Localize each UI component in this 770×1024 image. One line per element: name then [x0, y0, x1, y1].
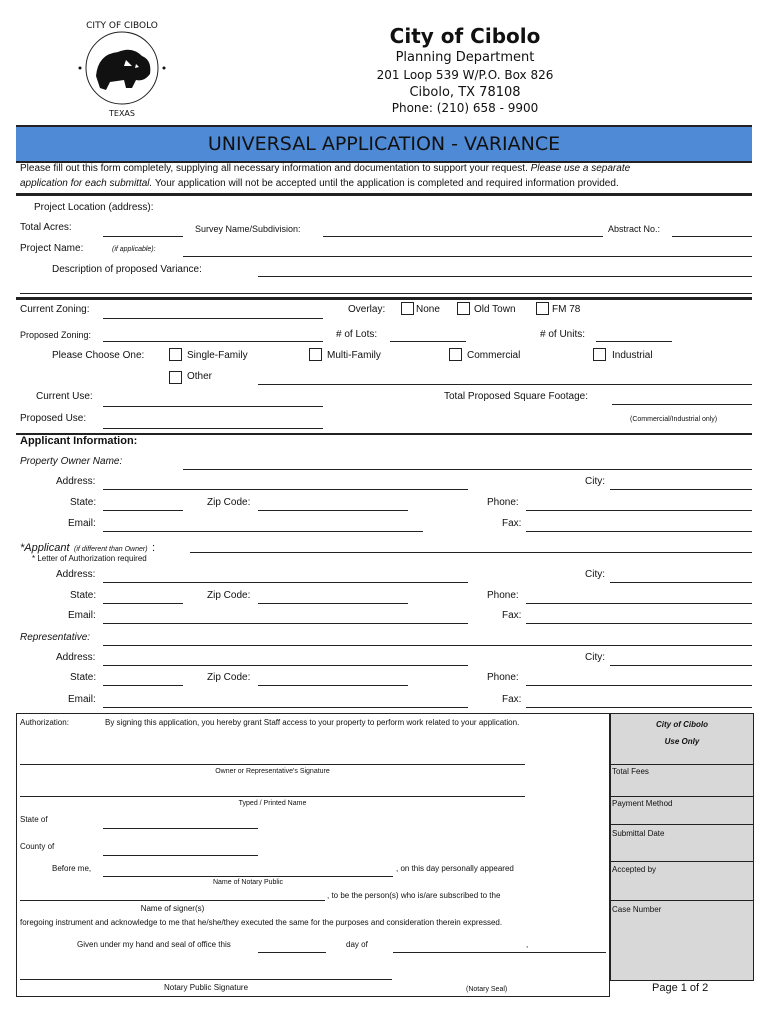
total-acres-label: Total Acres:: [20, 222, 72, 233]
rep-state-field[interactable]: [103, 685, 183, 686]
owner-fax-field[interactable]: [526, 531, 752, 532]
industrial-checkbox[interactable]: [593, 348, 606, 361]
given-under-text: Given under my hand and seal of office this: [77, 940, 231, 949]
applicant-email-label: Email:: [68, 610, 96, 621]
owner-city-label: City:: [585, 476, 605, 487]
applicant-note: (if different than Owner): [74, 546, 148, 553]
total-sqft-field[interactable]: [612, 404, 752, 405]
industrial-label: Industrial: [612, 350, 653, 361]
total-acres-field[interactable]: [103, 236, 183, 237]
owner-phone-field[interactable]: [526, 510, 752, 511]
submittal-date-label: Submittal Date: [612, 829, 665, 838]
before-me-label: Before me,: [52, 864, 92, 873]
owner-zip-field[interactable]: [258, 510, 408, 511]
owner-address-field[interactable]: [103, 489, 468, 490]
seal-text-bottom: TEXAS: [109, 109, 135, 118]
description-field-1[interactable]: [258, 276, 752, 277]
title-banner: [16, 125, 752, 163]
page-number: Page 1 of 2: [652, 982, 709, 994]
applicant-zip-label: Zip Code:: [207, 590, 251, 601]
authorization-label: Authorization:: [20, 718, 69, 727]
county-of-label: County of: [20, 842, 55, 851]
single-family-label: Single-Family: [187, 350, 248, 361]
applicant-label: *Applicant: [20, 542, 70, 554]
payment-method-label: Payment Method: [612, 799, 673, 808]
rep-phone-label: Phone:: [487, 672, 519, 683]
notary-name-caption: Name of Notary Public: [212, 879, 284, 886]
units-label: # of Units:: [540, 329, 586, 340]
commercial-label: Commercial: [467, 350, 521, 361]
typed-name-field[interactable]: [20, 796, 525, 797]
instructions-l1: Please fill out this form completely, supplying all necessary information and documentation to support your request.: [20, 163, 531, 174]
seal-text-top: CITY OF CIBOLO: [86, 21, 158, 31]
instructions-2: [20, 178, 619, 189]
instructions-l2-italic: application for each submittal.: [20, 178, 153, 189]
overlay-none-label: None: [416, 304, 440, 315]
applicant-state-field[interactable]: [103, 603, 183, 604]
divider: [16, 297, 752, 300]
rep-zip-field[interactable]: [258, 685, 408, 686]
office-divider: [610, 764, 753, 765]
project-name-field[interactable]: [183, 256, 752, 257]
other-field[interactable]: [258, 384, 752, 385]
overlay-oldtown-checkbox[interactable]: [457, 302, 470, 315]
signer-name-field[interactable]: [20, 900, 325, 901]
other-label: Other: [187, 371, 213, 382]
rep-fax-field[interactable]: [526, 707, 752, 708]
owner-state-label: State:: [70, 497, 97, 508]
proposed-use-field[interactable]: [103, 428, 323, 429]
foregoing-text: foregoing instrument and acknowledge to me that he/she/they executed the same for the purposes and consideration therein expressed.: [20, 918, 503, 927]
abstract-field[interactable]: [672, 236, 752, 237]
on-this-day-text: , on this day personally appeared: [396, 864, 514, 873]
current-zoning-label: Current Zoning:: [20, 304, 90, 315]
department: Planning Department: [395, 50, 535, 65]
typed-name-caption: Typed / Printed Name: [238, 800, 307, 807]
project-location-label: Project Location (address):: [34, 202, 154, 213]
rep-phone-field[interactable]: [526, 685, 752, 686]
choose-label: Please Choose One:: [52, 350, 145, 361]
office-divider: [610, 796, 753, 797]
notary-name-field[interactable]: [103, 876, 393, 877]
description-field-2[interactable]: [20, 293, 752, 294]
applicant-phone-label: Phone:: [487, 590, 519, 601]
applicant-city-label: City:: [585, 569, 605, 580]
rep-address-field[interactable]: [103, 665, 468, 666]
multi-family-label: Multi-Family: [327, 350, 381, 361]
rep-email-field[interactable]: [103, 707, 468, 708]
instructions: [20, 163, 630, 174]
applicant-colon: :: [151, 542, 156, 554]
applicant-zip-field[interactable]: [258, 603, 408, 604]
comm-ind-note: (Commercial/Industrial only): [630, 416, 718, 423]
rep-city-field[interactable]: [610, 665, 752, 666]
owner-signature-field[interactable]: [20, 764, 525, 765]
month-year-field[interactable]: [393, 952, 606, 953]
accepted-by-label: Accepted by: [612, 865, 657, 874]
applicant-phone-field[interactable]: [526, 603, 752, 604]
signer-name-caption: Name of signer(s): [140, 904, 205, 913]
office-use-title-2: Use Only: [664, 737, 700, 746]
lots-field[interactable]: [390, 341, 466, 342]
office-divider: [610, 900, 753, 901]
owner-email-field[interactable]: [103, 531, 423, 532]
owner-email-label: Email:: [68, 518, 96, 529]
overlay-oldtown-label: Old Town: [474, 304, 516, 315]
address-line1: 201 Loop 539 W/P.O. Box 826: [376, 68, 554, 82]
survey-field[interactable]: [323, 236, 603, 237]
rep-address-label: Address:: [56, 652, 96, 663]
units-field[interactable]: [596, 341, 672, 342]
applicant-email-field[interactable]: [103, 623, 468, 624]
proposed-zoning-label: Proposed Zoning:: [20, 330, 92, 340]
phone: Phone: (210) 658 - 9900: [391, 101, 539, 115]
office-divider: [610, 861, 753, 862]
abstract-label: Abstract No.:: [608, 224, 661, 234]
proposed-use-label: Proposed Use:: [20, 413, 87, 424]
case-number-label: Case Number: [612, 905, 662, 914]
divider: [16, 193, 752, 196]
address-line2: Cibolo, TX 78108: [409, 85, 521, 100]
day-of-text: day of: [346, 940, 368, 949]
owner-label: Property Owner Name:: [20, 456, 123, 467]
applicant-fax-label: Fax:: [502, 610, 522, 621]
rep-state-label: State:: [70, 672, 97, 683]
comma-text: ,: [526, 940, 529, 949]
total-fees-label: Total Fees: [612, 767, 649, 776]
applicant-address-field[interactable]: [103, 582, 468, 583]
lots-label: # of Lots:: [336, 329, 378, 340]
project-name-label: Project Name:: [20, 243, 84, 254]
owner-state-field[interactable]: [103, 510, 183, 511]
notary-signature-caption: Notary Public Signature: [163, 983, 249, 992]
rep-zip-label: Zip Code:: [207, 672, 251, 683]
overlay-none-checkbox[interactable]: [401, 302, 414, 315]
single-family-checkbox[interactable]: [169, 348, 182, 361]
current-use-field[interactable]: [103, 406, 323, 407]
multi-family-checkbox[interactable]: [309, 348, 322, 361]
overlay-label: Overlay:: [348, 304, 386, 315]
office-divider: [610, 824, 753, 825]
applicant-city-field[interactable]: [610, 582, 752, 583]
applicant-state-label: State:: [70, 590, 97, 601]
owner-city-field[interactable]: [610, 489, 752, 490]
state-of-label: State of: [20, 815, 48, 824]
total-sqft-label: Total Proposed Square Footage:: [444, 391, 588, 402]
owner-fax-label: Fax:: [502, 518, 522, 529]
owner-zip-label: Zip Code:: [207, 497, 251, 508]
current-zoning-field[interactable]: [103, 318, 323, 319]
owner-address-label: Address:: [56, 476, 96, 487]
overlay-fm78-label: FM 78: [552, 304, 581, 315]
instructions-l1-italic: Please use a separate: [530, 163, 631, 174]
if-applicable-note: (if applicable):: [112, 246, 156, 253]
day-field[interactable]: [258, 952, 326, 953]
other-checkbox[interactable]: [169, 371, 182, 384]
applicant-name-field[interactable]: [190, 552, 752, 553]
state-of-field[interactable]: [103, 828, 258, 829]
survey-label: Survey Name/Subdivision:: [195, 224, 301, 234]
description-label: Description of proposed Variance:: [52, 264, 202, 275]
county-of-field[interactable]: [103, 855, 258, 856]
office-use-box: [610, 713, 754, 981]
letter-note: * Letter of Authorization required: [32, 554, 147, 563]
authorization-text: By signing this application, you hereby grant Staff access to your property to perform work related to your application.: [105, 718, 520, 727]
representative-name-field[interactable]: [103, 645, 752, 646]
overlay-fm78-checkbox[interactable]: [536, 302, 549, 315]
to-be-person-text: , to be the person(s) who is/are subscribed to the: [327, 891, 501, 900]
owner-signature-caption: Owner or Representative's Signature: [215, 768, 330, 775]
applicant-section-title: Applicant Information:: [20, 435, 138, 447]
current-use-label: Current Use:: [36, 391, 93, 402]
owner-name-field[interactable]: [183, 469, 752, 470]
instructions-l2: Your application will not be accepted until the application is completed and required information provided.: [152, 178, 619, 189]
proposed-zoning-field[interactable]: [103, 341, 323, 342]
form-title: UNIVERSAL APPLICATION - VARIANCE: [207, 133, 561, 155]
representative-label: Representative:: [20, 632, 91, 643]
rep-fax-label: Fax:: [502, 694, 522, 705]
city-seal: [66, 16, 178, 120]
applicant-address-label: Address:: [56, 569, 96, 580]
rep-city-label: City:: [585, 652, 605, 663]
city-name: City of Cibolo: [389, 24, 541, 48]
applicant-fax-field[interactable]: [526, 623, 752, 624]
office-use-title-1: City of Cibolo: [656, 720, 708, 729]
notary-seal-caption: (Notary Seal): [466, 986, 508, 993]
rep-email-label: Email:: [68, 694, 96, 705]
commercial-checkbox[interactable]: [449, 348, 462, 361]
notary-signature-field[interactable]: [20, 979, 392, 980]
owner-phone-label: Phone:: [487, 497, 519, 508]
